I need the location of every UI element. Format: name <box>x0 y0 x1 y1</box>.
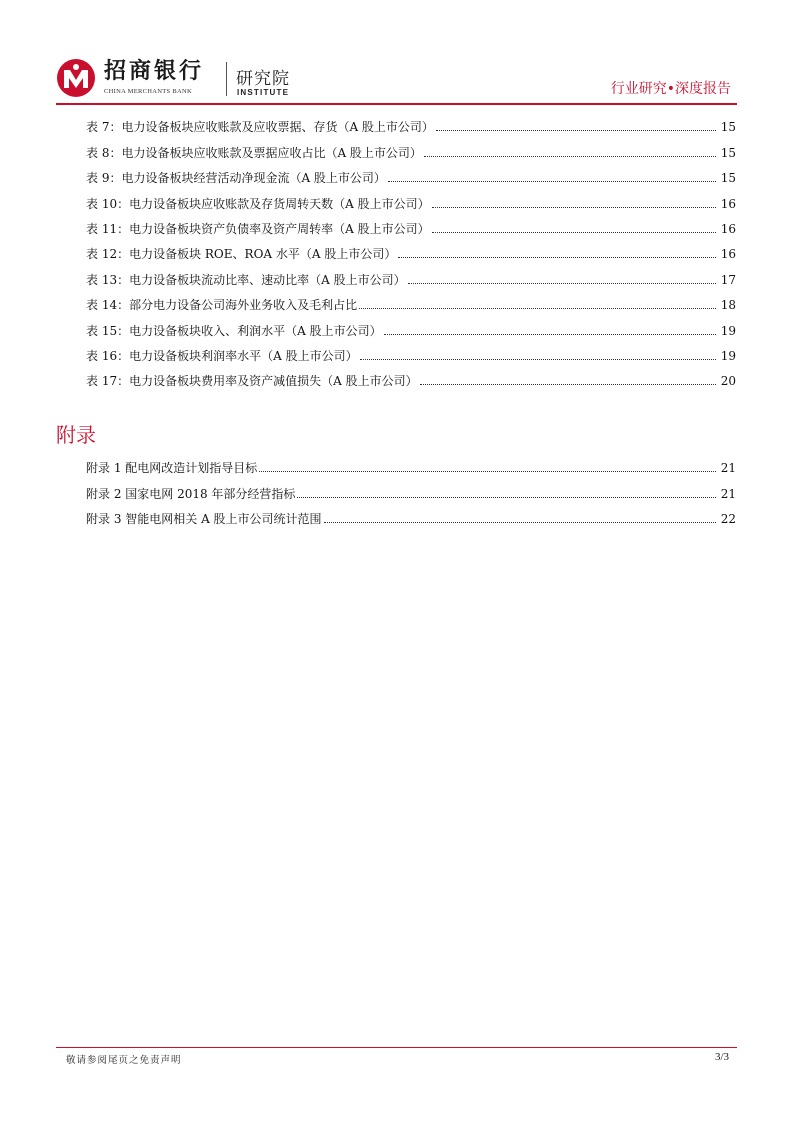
tables-toc <box>86 110 736 389</box>
appendix-toc <box>86 451 736 527</box>
toc-entry-page: 16 <box>720 196 736 211</box>
toc-entry[interactable] <box>86 135 736 160</box>
toc-entry-page: 21 <box>720 486 736 501</box>
toc-entry-page: 15 <box>720 120 736 135</box>
toc-entry[interactable] <box>86 339 736 364</box>
toc-entry-page: 22 <box>720 512 736 527</box>
toc-leader-dots <box>408 282 716 284</box>
toc-leader-dots <box>424 155 716 157</box>
toc-entry-label: 附录 1 配电网改造计划指导目标 <box>86 461 258 476</box>
toc-entry-page: 16 <box>720 221 736 236</box>
toc-leader-dots <box>297 496 716 498</box>
toc-entry[interactable] <box>86 212 736 237</box>
toc-entry-label: 附录 2 国家电网 2018 年部分经营指标 <box>86 486 296 501</box>
disclaimer-note: 敬请参阅尾页之免责声明 <box>66 1055 182 1066</box>
toc-entry[interactable] <box>86 364 736 389</box>
toc-entry-page: 19 <box>720 348 736 363</box>
toc-entry-page: 15 <box>720 145 736 160</box>
toc-entry[interactable] <box>86 502 736 527</box>
bank-name-cn: 招商银行 <box>104 59 205 84</box>
logo-divider <box>226 62 227 96</box>
toc-entry-page: 17 <box>720 272 736 287</box>
footer-divider <box>56 1047 737 1048</box>
toc-entry[interactable] <box>86 262 736 287</box>
toc-entry-label: 表 11：电力设备板块资产负债率及资产周转率（A 股上市公司） <box>86 221 430 236</box>
page-indicator: 3/3 <box>714 1051 729 1063</box>
toc-entry[interactable] <box>86 288 736 313</box>
toc-entry-label: 表 15：电力设备板块收入、利润水平（A 股上市公司） <box>86 323 382 338</box>
toc-entry[interactable] <box>86 110 736 135</box>
header-divider <box>56 103 737 105</box>
toc-entry[interactable] <box>86 451 736 476</box>
toc-leader-dots <box>359 307 716 309</box>
page-header <box>0 0 793 104</box>
toc-entry-label: 表 12：电力设备板块 ROE、ROA 水平（A 股上市公司） <box>86 247 397 262</box>
toc-leader-dots <box>388 180 716 182</box>
toc-entry-page: 19 <box>720 323 736 338</box>
toc-leader-dots <box>360 358 716 360</box>
toc-entry-page: 18 <box>720 298 736 313</box>
toc-entry-label: 表 17：电力设备板块费用率及资产减值损失（A 股上市公司） <box>86 374 418 389</box>
toc-entry-label: 表 16：电力设备板块利润率水平（A 股上市公司） <box>86 348 358 363</box>
appendix-heading: 附录 <box>56 423 96 447</box>
toc-leader-dots <box>436 129 716 131</box>
toc-entry-label: 表 9：电力设备板块经营活动净现金流（A 股上市公司） <box>86 171 386 186</box>
toc-entry[interactable] <box>86 186 736 211</box>
institute-name-cn: 研究院 <box>236 69 290 89</box>
toc-entry[interactable] <box>86 313 736 338</box>
toc-entry-label: 表 13：电力设备板块流动比率、速动比率（A 股上市公司） <box>86 272 406 287</box>
toc-entry[interactable] <box>86 237 736 262</box>
report-type: 行业研究•深度报告 <box>610 81 731 97</box>
toc-entry-label: 表 8：电力设备板块应收账款及票据应收占比（A 股上市公司） <box>86 145 422 160</box>
toc-entry-label: 附录 3 智能电网相关 A 股上市公司统计范围 <box>86 512 322 527</box>
toc-entry-label: 表 14：部分电力设备公司海外业务收入及毛利占比 <box>86 298 358 313</box>
bank-name-en: CHINA MERCHANTS BANK <box>104 88 192 95</box>
institute-name-en: INSTITUTE <box>237 88 290 97</box>
toc-entry-page: 20 <box>720 374 736 389</box>
toc-leader-dots <box>384 333 716 335</box>
toc-entry[interactable] <box>86 161 736 186</box>
toc-leader-dots <box>398 256 716 258</box>
toc-leader-dots <box>324 521 716 523</box>
toc-leader-dots <box>259 470 716 472</box>
toc-entry[interactable] <box>86 476 736 501</box>
toc-leader-dots <box>420 383 716 385</box>
toc-entry-page: 15 <box>720 171 736 186</box>
toc-entry-label: 表 10：电力设备板块应收账款及存货周转天数（A 股上市公司） <box>86 196 430 211</box>
toc-entry-label: 表 7：电力设备板块应收账款及应收票据、存货（A 股上市公司） <box>86 120 434 135</box>
cmb-logo-icon <box>56 58 96 98</box>
toc-leader-dots <box>432 206 716 208</box>
toc-entry-page: 21 <box>720 461 736 476</box>
toc-leader-dots <box>432 231 716 233</box>
toc-entry-page: 16 <box>720 247 736 262</box>
